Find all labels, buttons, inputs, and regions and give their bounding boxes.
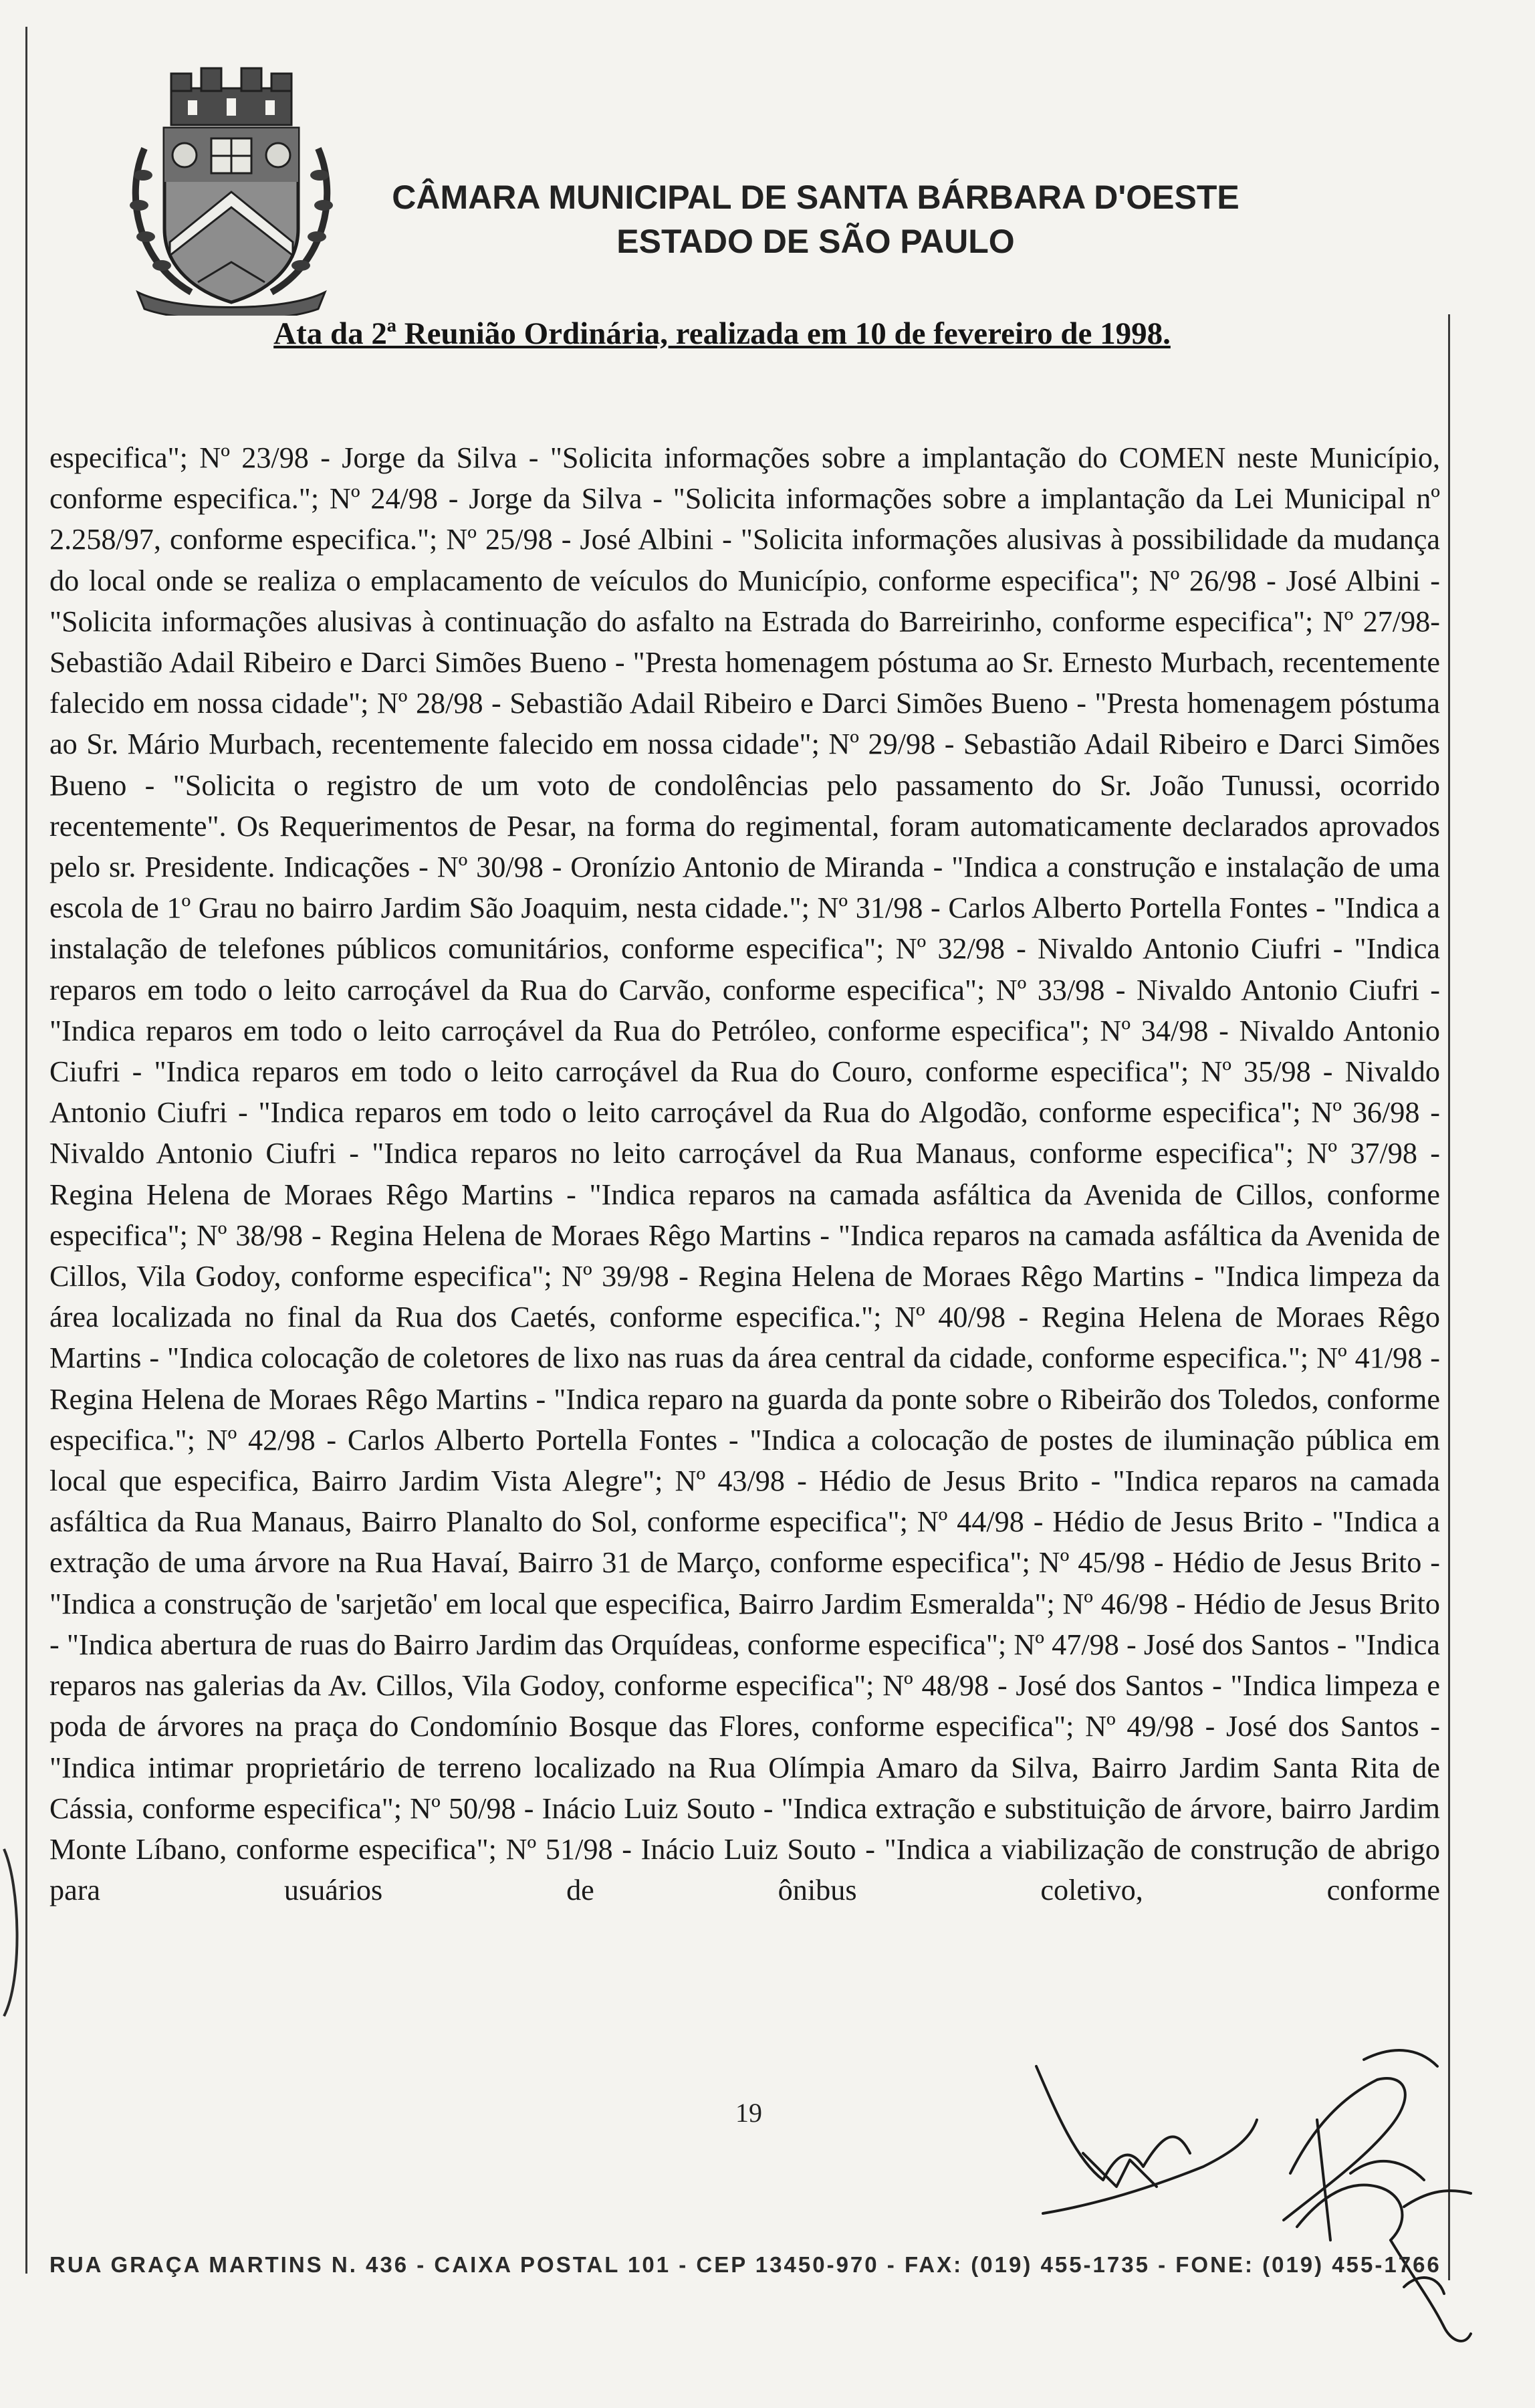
minutes-title: Ata da 2ª Reunião Ordinária, realizada em 10 de fevereiro de 1998. <box>273 316 1171 351</box>
footer-address: RUA GRAÇA MARTINS N. 436 - CAIXA POSTAL 101 - CEP 13450-970 - FAX: (019) 455-1735 - FONE: (019) 455-1766 <box>49 2252 1441 2277</box>
minutes-body-text: especifica"; Nº 23/98 - Jorge da Silva - "Solicita informações sobre a implantação do COMEN neste Município, conforme especifica."; Nº 24/98 - Jorge da Silva - "Solicita informações sobre a implantação da Lei Municipal nº 2.258/97, conforme especifica."; Nº 25/98 - José Albini - "Solicita informações alusivas à possibilidade da mudança do local onde se realiza o emplacamento de veículos do Município, conforme especifica"; Nº 26/98 - José Albini - "Solicita informações alusivas à continuação do asfalto na Estrada do Barreirinho, conforme especifica"; Nº 27/98- Sebastião Adail Ribeiro e Darci Simões Bueno - "Presta homenagem póstuma ao Sr. Ernesto Murbach, recentemente falecido em nossa cidade"; Nº 28/98 - Sebastião Adail Ribeiro e Darci Simões Bueno - "Presta homenagem póstuma ao Sr. Mário Murbach, recentemente falecido em nossa cidade"; Nº 29/98 - Sebastião Adail Ribeiro e Darci Simões Bueno - "Solicita o registro de um voto de condolências pelo passamento do Sr. João Tunussi, ocorrido recentemente". Os Requerimentos de Pesar, na forma do regimental, foram automaticamente declarados aprovados pelo sr. Presidente. Indicações - Nº 30/98 - Oronízio Antonio de Miranda - "Indica a construção e instalação de uma escola de 1º Grau no bairro Jardim São Joaquim, nesta cidade."; Nº 31/98 - Carlos Alberto Portella Fontes - "Indica a instalação de telefones públicos comunitários, conforme especifica"; Nº 32/98 - Nivaldo Antonio Ciufri - "Indica reparos em todo o leito carroçável da Rua do Carvão, conforme especifica"; Nº 33/98 - Nivaldo Antonio Ciufri - "Indica reparos em todo o leito carroçável da Rua do Petróleo, conforme especifica"; Nº 34/98 - Nivaldo Antonio Ciufri - "Indica reparos em todo o leito carroçável da Rua do Couro, conforme especifica"; Nº 35/98 - Nivaldo Antonio Ciufri - "Indica reparos em todo o leito carroçável da Rua do Algodão, conforme especifica"; Nº 36/98 - Nivaldo Antonio Ciufri - "Indica reparos no leito carroçável da Rua Manaus, conforme especifica"; Nº 37/98 - Regina Helena de Moraes Rêgo Martins - "Indica reparos na camada asfáltica da Avenida de Cillos, conforme especifica"; Nº 38/98 - Regina Helena de Moraes Rêgo Martins - "Indica reparos na camada asfáltica da Avenida de Cillos, Vila Godoy, conforme especifica"; Nº 39/98 - Regina Helena de Moraes Rêgo Martins - "Indica limpeza da área localizada no final da Rua dos Caetés, conforme especifica."; Nº 40/98 - Regina Helena de Moraes Rêgo Martins - "Indica colocação de coletores de lixo nas ruas da área central da cidade, conforme especifica."; Nº 41/98 - Regina Helena de Moraes Rêgo Martins - "Indica reparo na guarda da ponte sobre o Ribeirão dos Toledos, conforme especifica."; Nº 42/98 - Carlos Alberto Portella Fontes - "Indica a colocação de postes de iluminação pública em local que especifica, Bairro Jardim Vista Alegre"; Nº 43/98 - Hédio de Jesus Brito - "Indica reparos na camada asfáltica da Rua Manaus, Bairro Planalto do Sol, conforme especifica"; Nº 44/98 - Hédio de Jesus Brito - "Indica a extração de uma árvore na Rua Havaí, Bairro 31 de Março, conforme especifica"; Nº 45/98 - Hédio de Jesus Brito - "Indica a construção de 'sarjetão' em local que especifica, Bairro Jardim Esmeralda"; Nº 46/98 - Hédio de Jesus Brito - "Indica abertura de ruas do Bairro Jardim das Orquídeas, conforme especifica"; Nº 47/98 - José dos Santos - "Indica reparos nas galerias da Av. Cillos, Vila Godoy, conforme especifica"; Nº 48/98 - José dos Santos - "Indica limpeza e poda de árvores na praça do Condomínio Bosque das Flores, conforme especifica"; Nº 49/98 - José dos Santos - "Indica intimar proprietário de terreno localizado na Rua Olímpia Amaro da Silva, Bairro Jardim Santa Rita de Cássia, conforme especifica"; Nº 50/98 - Inácio Luiz Souto - "Indica extração e substituição de árvore, bairro Jardim Monte Líbano, conforme especifica"; Nº 51/98 - Inácio Luiz Souto - "Indica a viabilização de construção de abrigo para usuários de ônibus coletivo, conforme <box>49 441 1440 1907</box>
state-name: ESTADO DE SÃO PAULO <box>616 223 1015 260</box>
margin-bracket-mark-icon <box>0 1846 27 2019</box>
handwritten-signatures-icon <box>1003 2019 1511 2367</box>
page-number: 19 <box>735 2098 762 2128</box>
institution-header <box>348 175 1284 263</box>
municipal-coat-of-arms-icon <box>118 62 345 316</box>
institution-name: CÂMARA MUNICIPAL DE SANTA BÁRBARA D'OESTE <box>392 179 1239 216</box>
right-margin-rule <box>1448 314 1450 2280</box>
